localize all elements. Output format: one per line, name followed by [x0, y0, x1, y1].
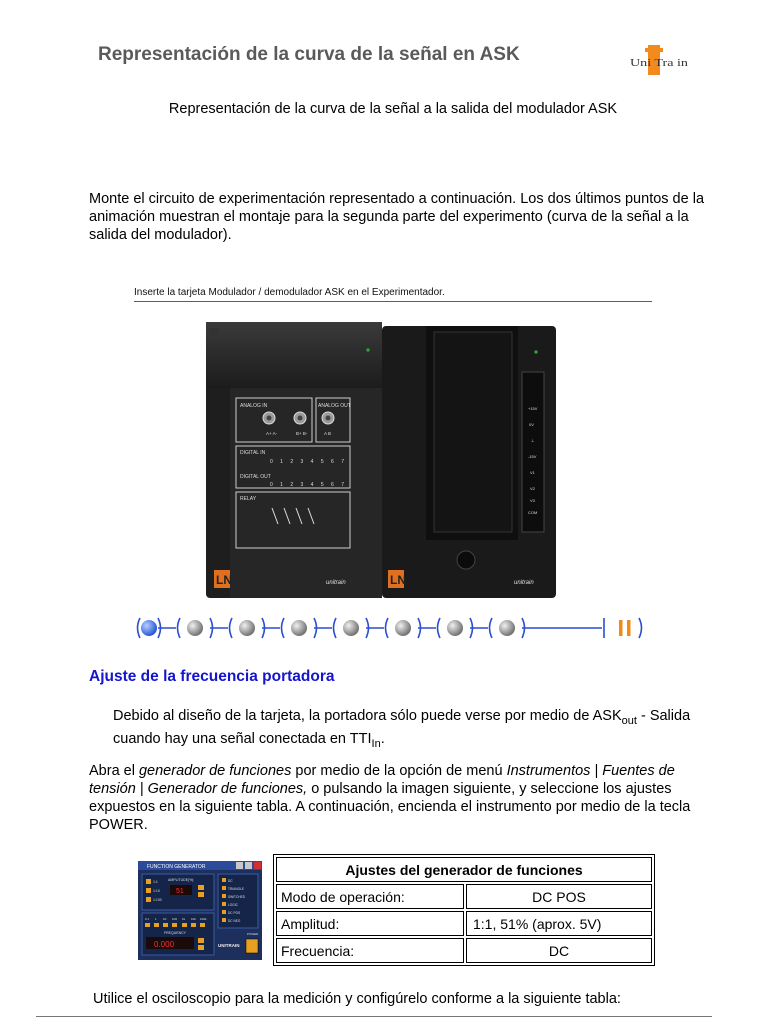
table-cell-value: DC POS: [466, 884, 652, 909]
fg-freq-range-7: 100k: [200, 917, 207, 921]
fg-power-button[interactable]: [246, 939, 258, 953]
step-6-button[interactable]: [395, 620, 411, 636]
carrier-note: Debido al diseño de la tarjeta, la portadora sólo puede verse por medio de $ASK_{out}$ - Salida cuando hay una señal conectada en $TTI_{In}$.: [113, 708, 691, 750]
table-cell-value: DC: [466, 938, 652, 963]
page-title: Representación de la curva de la señal en ASK: [98, 44, 520, 65]
fg-amplitude-label: AMPLITUDE(%): [168, 878, 194, 882]
svg-text:Uni Tra in: Uni Tra in: [630, 57, 689, 69]
experimenter-device-image[interactable]: [206, 322, 556, 598]
fg-wave-3: SWITCHED: [228, 895, 245, 899]
svg-text:0V: 0V: [529, 422, 534, 427]
step-7-button[interactable]: [447, 620, 463, 636]
table-cell-param: Modo de operación:: [276, 884, 464, 909]
fg-freq-range-4: 100: [172, 917, 178, 921]
fg-freq-range-6: 10k: [191, 917, 196, 921]
relay-label: RELAY: [240, 496, 257, 502]
digital-in-label: DIGITAL IN: [240, 450, 266, 456]
animation-step-navigator: [134, 614, 650, 642]
analog-in-pins: A+ A-: [266, 431, 278, 436]
svg-text:V3: V3: [530, 498, 535, 503]
subtitle: Representación de la curva de la señal a la salida del modulador ASK: [168, 101, 618, 117]
left-unit-brand: unitrain: [326, 580, 346, 586]
table-cell-param: Amplitud:: [276, 911, 464, 936]
step-4-button[interactable]: [291, 620, 307, 636]
fg-wave-1: DC: [228, 879, 233, 883]
step-2-button[interactable]: [187, 620, 203, 636]
svg-text:LN: LN: [390, 573, 406, 587]
pause-icon[interactable]: [619, 620, 631, 636]
table-header: Ajustes del generador de funciones: [276, 857, 652, 882]
table-row: [276, 938, 652, 963]
table-row: [276, 884, 652, 909]
fg-frequency-label: FREQUENCY: [164, 931, 186, 935]
digital-out-pins: 0 1 2 3 4 5 6 7: [270, 482, 347, 488]
fg-wave-5: DC POS: [228, 911, 241, 915]
fg-frequency-value: 0.000: [154, 940, 175, 949]
digital-out-label: DIGITAL OUT: [240, 474, 271, 480]
analog-in-label: ANALOG IN: [240, 403, 268, 409]
generator-settings-table: [273, 854, 655, 966]
table-cell-param: Frecuencia:: [276, 938, 464, 963]
step-1-current-button[interactable]: [141, 620, 157, 636]
fg-brand: UNITRAIN: [218, 943, 240, 948]
svg-text:V1: V1: [530, 470, 535, 475]
table-row: [276, 911, 652, 936]
svg-text:V2: V2: [530, 486, 535, 491]
step-8-button[interactable]: [499, 620, 515, 636]
svg-text:COM: COM: [528, 510, 538, 515]
fg-wave-6: DC NEG: [228, 919, 241, 923]
fg-wave-2: TRIANGLE: [228, 887, 244, 891]
fg-power-label: POWER: [247, 932, 259, 936]
fg-freq-range-3: 10: [163, 917, 167, 921]
intro-paragraph: Monte el circuito de experimentación representado a continuación. Los dos últimos puntos de la animación muestran el montaje para la segunda parte del experimento (curva de la señal a la salida del modulador).: [89, 191, 705, 243]
digital-in-pins: 0 1 2 3 4 5 6 7: [270, 459, 347, 465]
svg-text:⊥: ⊥: [531, 438, 535, 443]
unitrain-logo: [628, 45, 690, 75]
animation-caption: Inserte la tarjeta Modulador / demodulador ASK en el Experimentador.: [134, 287, 652, 302]
closing-paragraph: Utilice el osciloscopio para la medición y configúrelo conforme a la siguiente tabla:: [93, 991, 621, 1007]
svg-text:+15V: +15V: [528, 406, 538, 411]
function-generator-instructions: Abra el generador de funciones por medio de la opción de menú Instrumentos | Fuentes de tensión | Generador de funciones, o pulsando la imagen siguiente, y seleccione los ajustes expuestos en la siguiente tabla. A continuación, encienda el instrumento por medio de la tecla POWER.: [89, 763, 691, 833]
analog-in-pins-2: B+ B-: [296, 431, 308, 436]
fg-title: FUNCTION GENERATOR: [147, 864, 206, 870]
fg-freq-range-5: 1k: [182, 917, 186, 921]
fg-freq-range-1: 0.1: [145, 917, 150, 921]
fg-range-1: 1:1: [153, 880, 158, 884]
table-header-row: [276, 857, 652, 882]
section-heading: Ajuste de la frecuencia portadora: [89, 668, 335, 685]
step-5-button[interactable]: [343, 620, 359, 636]
fg-range-3: 1:100: [153, 898, 162, 902]
fg-wave-4: LOGIC: [228, 903, 238, 907]
fg-freq-range-2: 1: [155, 917, 157, 921]
right-unit-brand: unitrain: [514, 580, 534, 586]
function-generator-image[interactable]: [138, 861, 262, 960]
table-cell-value: 1:1, 51% (aprox. 5V): [466, 911, 652, 936]
analog-out-pins: A B: [324, 431, 332, 436]
fg-amplitude-value: 51: [176, 888, 184, 895]
step-3-button[interactable]: [239, 620, 255, 636]
svg-text:-15V: -15V: [528, 454, 537, 459]
analog-out-label: ANALOG OUT: [318, 403, 351, 409]
svg-text:LN: LN: [216, 573, 232, 587]
fg-range-2: 1:10: [153, 889, 160, 893]
footer-divider: [36, 1016, 712, 1017]
